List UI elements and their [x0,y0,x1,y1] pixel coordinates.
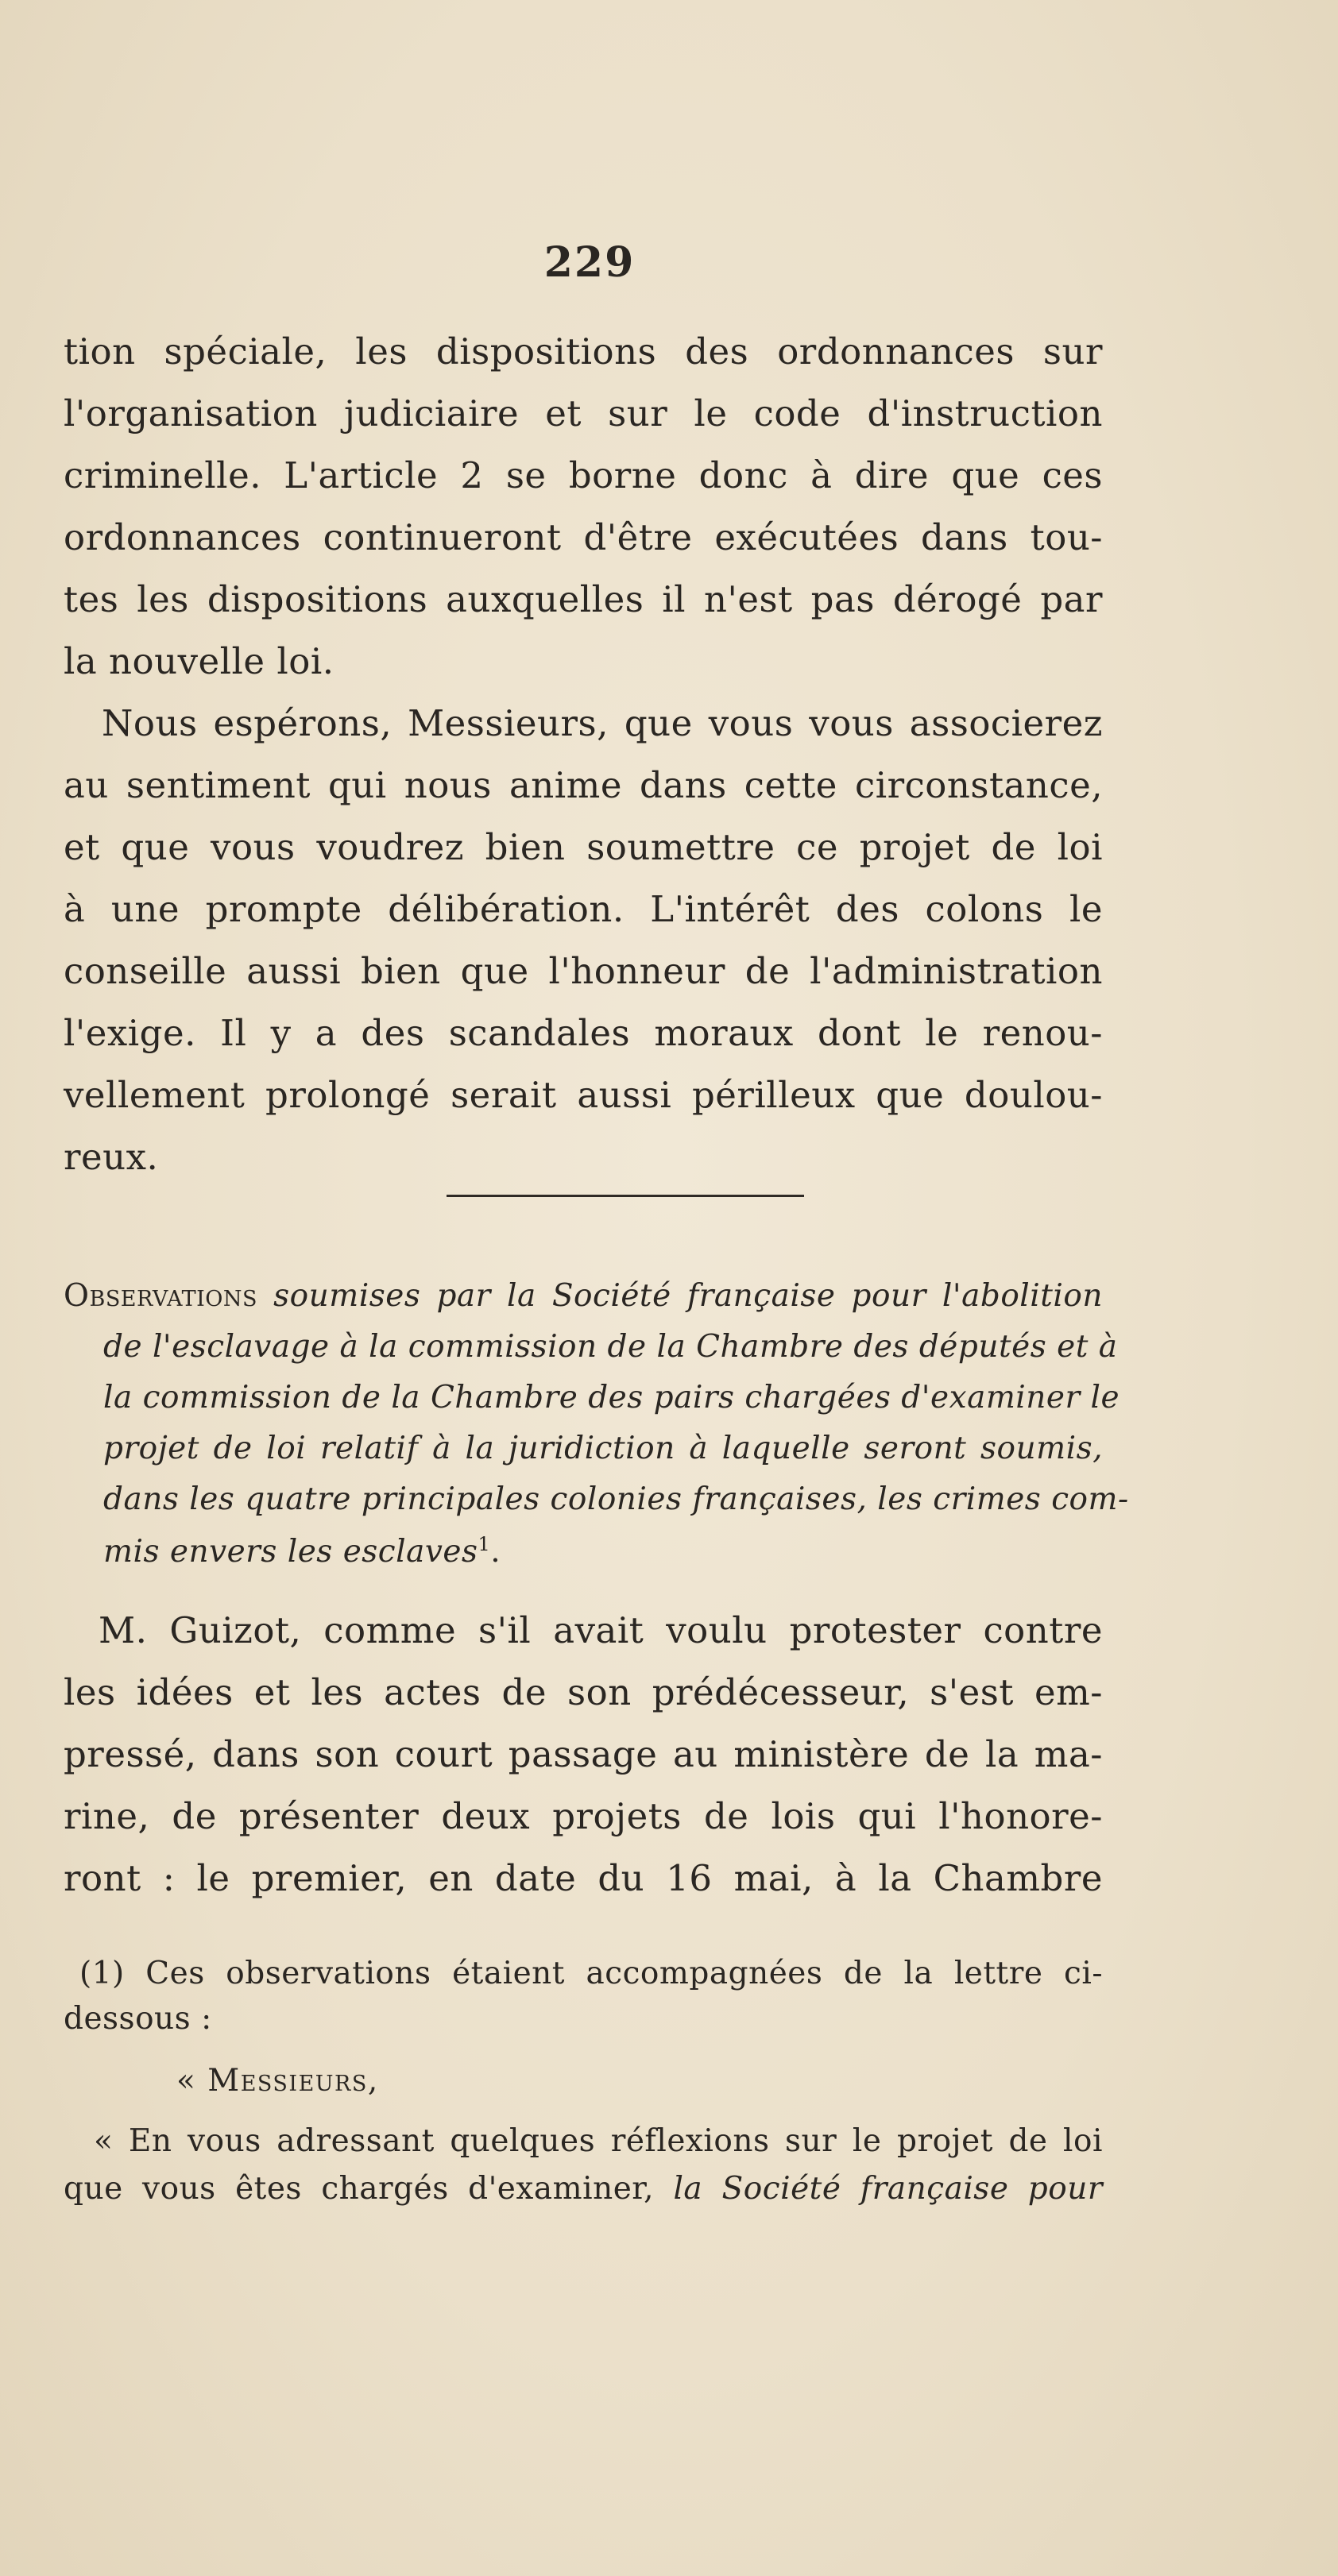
body-line: vellement prolongé serait aussi périlleux que doulou- [64,1074,1103,1116]
observations-line: la commission de la Chambre des pairs chargées d'examiner le [103,1380,1120,1415]
observations-text: soumises par la Société française pour l'abolition [273,1278,1103,1314]
observations-line-last [103,1533,1103,1570]
body-line: criminelle. L'article 2 se borne donc à dire que ces [64,454,1103,496]
body-line: au sentiment qui nous anime dans cette circonstance, [64,764,1103,806]
body-line: pressé, dans son court passage au ministère de la ma- [64,1733,1103,1775]
body-line: la nouvelle loi. [64,640,334,682]
observations-line: projet de loi relatif à la juridiction à laquelle seront soumis, [103,1431,1103,1466]
footnote-line: (1) Ces observations étaient accompagnées de la lettre ci- [79,1956,1103,1991]
body-line: rine, de présenter deux projets de lois qui l'honore- [64,1795,1103,1837]
body-line: tes les dispositions auxquelles il n'est pas dérogé par [64,578,1103,620]
footnote-marker: 1 [478,1533,491,1555]
body-line: l'exige. Il y a des scandales moraux dont le renou- [64,1012,1103,1054]
footnote-letter-line: « En vous adressant quelques réflexions sur le projet de loi [94,2123,1103,2159]
observations-heading-label: Observations [64,1278,258,1314]
body-line: à une prompte délibération. L'intérêt des colons le [64,888,1103,930]
body-line: conseille aussi bien que l'honneur de l'administration [64,950,1103,992]
body-line: M. Guizot, comme s'il avait voulu protester contre [99,1609,1103,1651]
observations-line: dans les quatre principales colonies françaises, les crimes com- [103,1481,1129,1517]
footnote-line: dessous : [64,2001,212,2037]
body-line: ront : le premier, en date du 16 mai, à la Chambre [64,1857,1103,1899]
body-line: Nous espérons, Messieurs, que vous vous associerez [102,702,1103,744]
body-line: les idées et les actes de son prédécesseur, s'est em- [64,1671,1103,1713]
body-line: ordonnances continueront d'être exécutées dans tou- [64,516,1103,558]
observations-text: mis envers les esclaves [103,1534,478,1570]
footnote-letter-italic: la Société française pour [673,2171,1103,2207]
observations-end-punct: . [490,1534,501,1570]
observations-line: de l'esclavage à la commission de la Chambre des députés et à [103,1329,1118,1365]
footnote-letter-roman: que vous êtes chargés d'examiner, [64,2171,655,2207]
section-separator-rule [447,1195,804,1197]
page-number: 229 [543,238,636,287]
observations-heading-line [64,1278,1103,1314]
footnote-salutation: « Messieurs, [176,2063,379,2099]
body-line: tion spéciale, les dispositions des ordonnances sur [64,330,1103,373]
body-line: reux. [64,1136,159,1178]
body-line: et que vous voudrez bien soumettre ce projet de loi [64,826,1103,868]
footnote-letter-line [64,2171,1103,2207]
body-line: l'organisation judiciaire et sur le code d'instruction [64,392,1103,434]
